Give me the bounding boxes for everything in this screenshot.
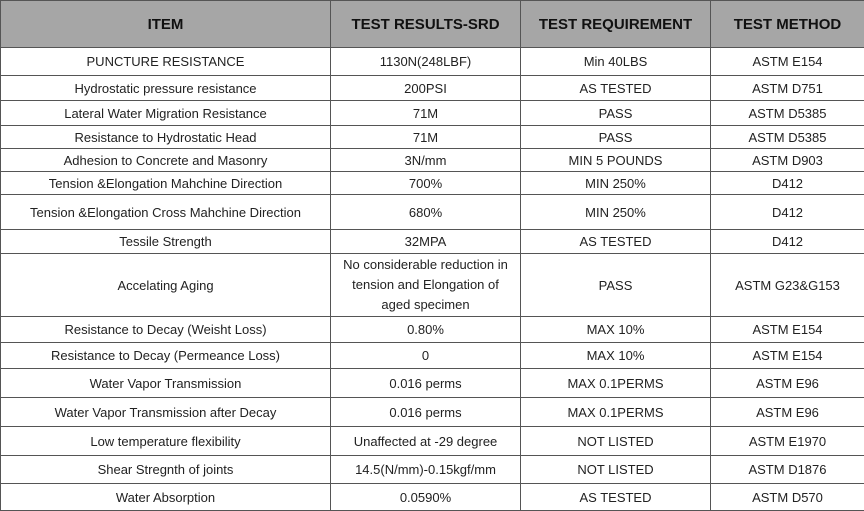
cell-result-line: No considerable reduction in <box>335 255 516 275</box>
table-row <box>1 48 864 76</box>
cell-item: Resistance to Hydrostatic Head <box>1 126 331 149</box>
table-row <box>1 254 864 317</box>
cell-method: ASTM D1876 <box>711 456 864 484</box>
cell-result: 32MPA <box>331 230 521 254</box>
cell-result: 680% <box>331 195 521 230</box>
table-row <box>1 398 864 427</box>
cell-item: Resistance to Decay (Weisht Loss) <box>1 317 331 343</box>
cell-item: Water Vapor Transmission after Decay <box>1 398 331 427</box>
table-row <box>1 369 864 398</box>
cell-method: ASTM D5385 <box>711 101 864 126</box>
header-test-results: TEST RESULTS-SRD <box>331 1 521 48</box>
cell-result: 3N/mm <box>331 149 521 172</box>
cell-item: Tessile Strength <box>1 230 331 254</box>
cell-item: Water Vapor Transmission <box>1 369 331 398</box>
cell-requirement: MIN 250% <box>521 195 711 230</box>
cell-requirement: NOT LISTED <box>521 427 711 456</box>
cell-method: ASTM D751 <box>711 76 864 101</box>
cell-result-line: tension and Elongation of <box>335 275 516 295</box>
cell-result: 700% <box>331 172 521 195</box>
table-row <box>1 76 864 101</box>
cell-method: ASTM E154 <box>711 317 864 343</box>
cell-item: Tension &Elongation Cross Mahchine Direction <box>1 195 331 230</box>
cell-item: Low temperature flexibility <box>1 427 331 456</box>
cell-item: Water Absorption <box>1 484 331 511</box>
cell-requirement: MIN 250% <box>521 172 711 195</box>
cell-result: 0.80% <box>331 317 521 343</box>
cell-requirement: Min 40LBS <box>521 48 711 76</box>
cell-result: 71M <box>331 101 521 126</box>
cell-requirement: PASS <box>521 126 711 149</box>
cell-result: 0.0590% <box>331 484 521 511</box>
cell-result: 200PSI <box>331 76 521 101</box>
cell-method: ASTM E96 <box>711 369 864 398</box>
table-row <box>1 195 864 230</box>
table-row <box>1 230 864 254</box>
header-item: ITEM <box>1 1 331 48</box>
cell-result-line: aged specimen <box>335 295 516 315</box>
cell-result: Unaffected at -29 degree <box>331 427 521 456</box>
table-row <box>1 149 864 172</box>
cell-item: Tension &Elongation Mahchine Direction <box>1 172 331 195</box>
table-row <box>1 172 864 195</box>
cell-item: PUNCTURE RESISTANCE <box>1 48 331 76</box>
header-test-method: TEST METHOD <box>711 1 864 48</box>
cell-method: ASTM D570 <box>711 484 864 511</box>
cell-item: Lateral Water Migration Resistance <box>1 101 331 126</box>
cell-item: Shear Stregnth of joints <box>1 456 331 484</box>
cell-requirement: AS TESTED <box>521 484 711 511</box>
table-header-row <box>1 1 864 48</box>
cell-method: ASTM D5385 <box>711 126 864 149</box>
cell-result: 0 <box>331 343 521 369</box>
cell-item: Adhesion to Concrete and Masonry <box>1 149 331 172</box>
cell-requirement: NOT LISTED <box>521 456 711 484</box>
table-row <box>1 456 864 484</box>
table-row <box>1 484 864 511</box>
cell-method: ASTM G23&G153 <box>711 254 864 317</box>
table-row <box>1 317 864 343</box>
cell-result: 1130N(248LBF) <box>331 48 521 76</box>
cell-result: 14.5(N/mm)-0.15kgf/mm <box>331 456 521 484</box>
table-row <box>1 126 864 149</box>
cell-result: 71M <box>331 126 521 149</box>
cell-requirement: MAX 0.1PERMS <box>521 369 711 398</box>
cell-requirement: PASS <box>521 101 711 126</box>
cell-item: Resistance to Decay (Permeance Loss) <box>1 343 331 369</box>
cell-method: ASTM E154 <box>711 343 864 369</box>
table-row <box>1 101 864 126</box>
cell-method: ASTM D903 <box>711 149 864 172</box>
cell-result: 0.016 perms <box>331 369 521 398</box>
cell-requirement: PASS <box>521 254 711 317</box>
cell-requirement: MAX 10% <box>521 343 711 369</box>
cell-requirement: AS TESTED <box>521 230 711 254</box>
header-test-requirement: TEST REQUIREMENT <box>521 1 711 48</box>
cell-requirement: AS TESTED <box>521 76 711 101</box>
cell-method: D412 <box>711 195 864 230</box>
cell-item: Hydrostatic pressure resistance <box>1 76 331 101</box>
cell-result: 0.016 perms <box>331 398 521 427</box>
table-row <box>1 343 864 369</box>
cell-method: D412 <box>711 230 864 254</box>
cell-requirement: MIN 5 POUNDS <box>521 149 711 172</box>
cell-requirement: MAX 10% <box>521 317 711 343</box>
cell-requirement: MAX 0.1PERMS <box>521 398 711 427</box>
cell-method: ASTM E154 <box>711 48 864 76</box>
cell-item: Accelating Aging <box>1 254 331 317</box>
cell-method: ASTM E96 <box>711 398 864 427</box>
cell-method: D412 <box>711 172 864 195</box>
cell-method: ASTM E1970 <box>711 427 864 456</box>
cell-result <box>331 254 521 317</box>
table-row <box>1 427 864 456</box>
